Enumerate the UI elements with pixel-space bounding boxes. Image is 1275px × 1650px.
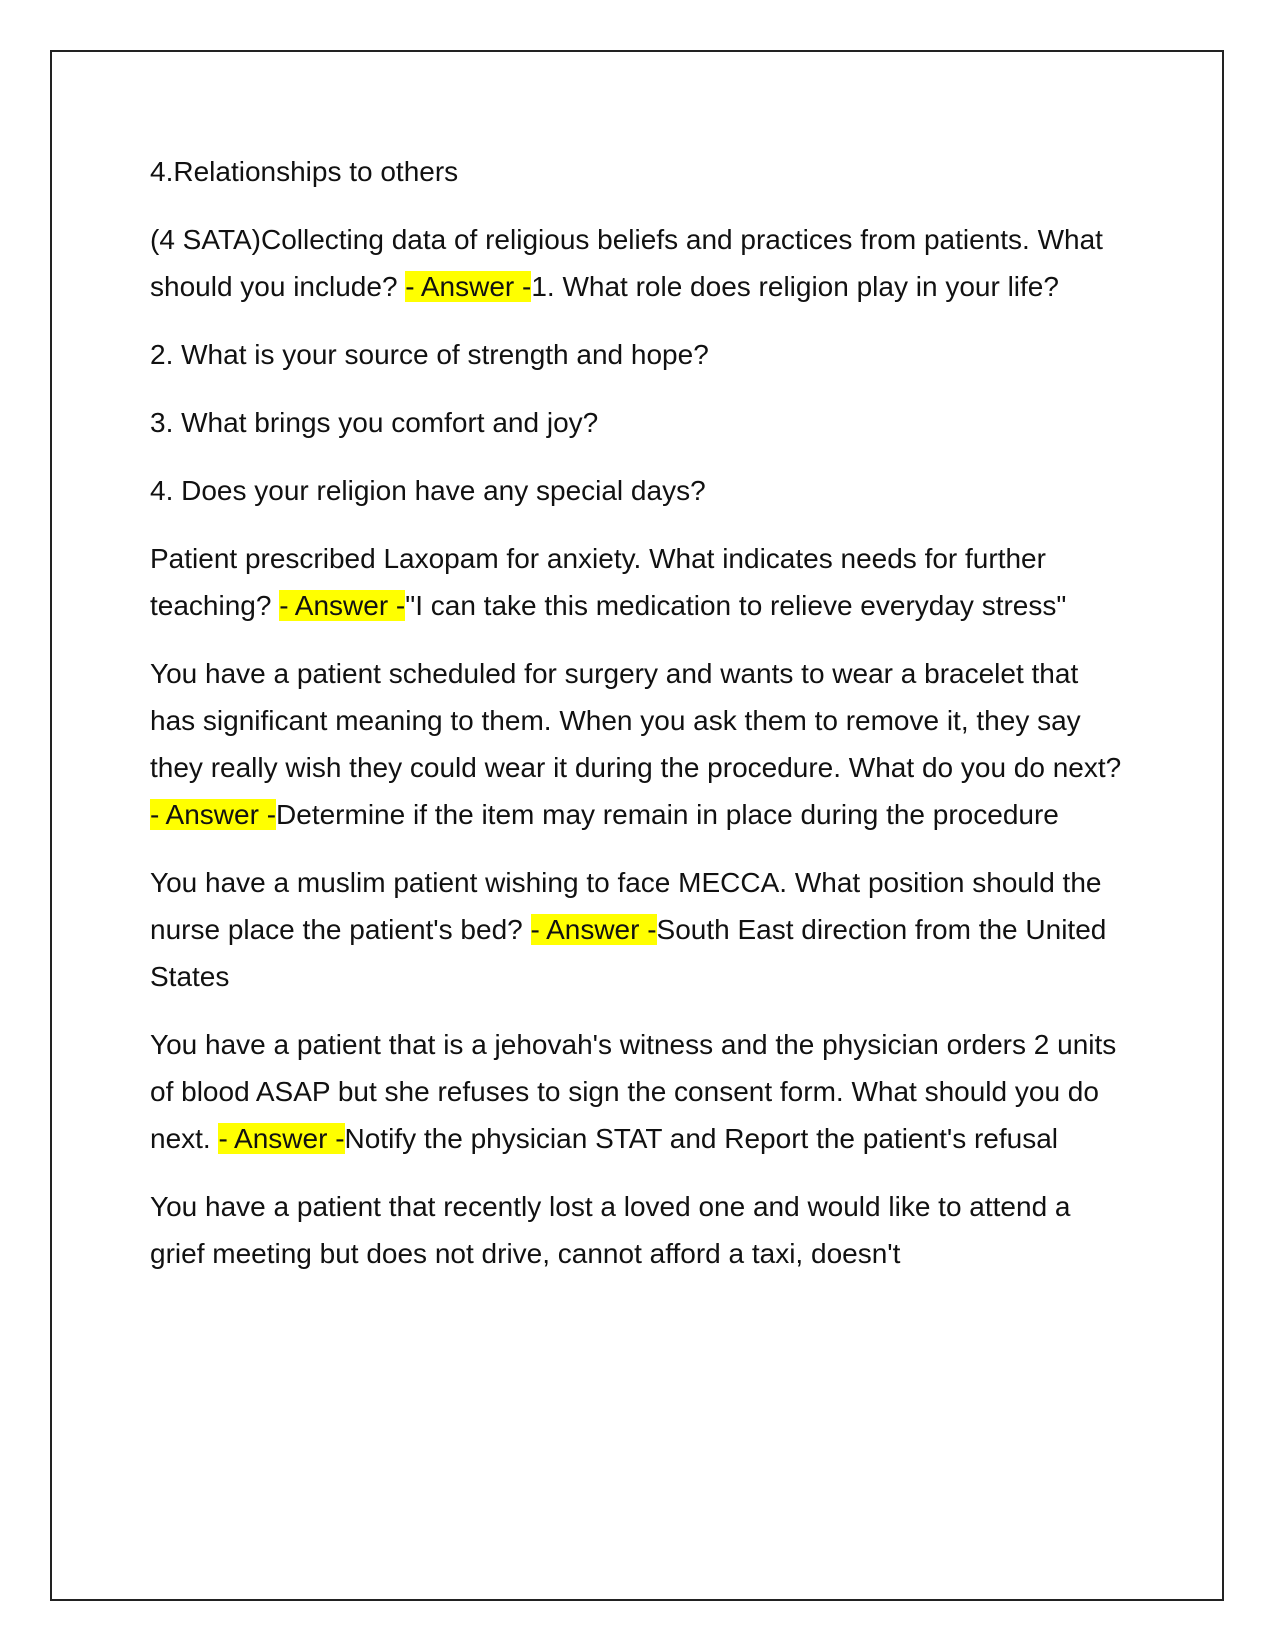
text: 4.Relationships to others: [150, 156, 459, 187]
answer-highlight: - Answer -: [218, 1123, 345, 1154]
answer-text: Notify the physician STAT and Report the patient's refusal: [344, 1123, 1059, 1154]
question-paragraph: [150, 216, 1130, 310]
answer-highlight: - Answer -: [279, 590, 406, 621]
question-text: You have a patient scheduled for surgery and wants to wear a bracelet that has significant meaning to them. When you ask them to remove it, they say they really wish they could wear it during the procedure. What do you do next?: [150, 658, 1122, 783]
section-heading: [150, 148, 1130, 195]
question-text: (4 SATA)Collecting data of religious beliefs and practices from patients. What should you include?: [150, 224, 1103, 302]
question-text: You have a muslim patient wishing to face MECCA. What position should the nurse place the patient's bed?: [150, 867, 1102, 945]
question-paragraph: [150, 1183, 1130, 1277]
text: 4. Does your religion have any special days?: [150, 475, 706, 506]
question-text: You have a patient that recently lost a loved one and would like to attend a grief meeting but does not drive, cannot afford a taxi, doesn't: [150, 1191, 1071, 1269]
answer-highlight: - Answer -: [530, 914, 657, 945]
question-text: Patient prescribed Laxopam for anxiety. What indicates needs for further teaching?: [150, 543, 1046, 621]
document-body: [150, 148, 1130, 1298]
question-paragraph: [150, 535, 1130, 629]
list-item: [150, 331, 1130, 378]
answer-text: Determine if the item may remain in place during the procedure: [276, 799, 1059, 830]
answer-highlight: - Answer -: [405, 271, 532, 302]
list-item: [150, 399, 1130, 446]
text: 3. What brings you comfort and joy?: [150, 407, 599, 438]
text: 2. What is your source of strength and hope?: [150, 339, 709, 370]
answer-text: 1. What role does religion play in your life?: [531, 271, 1059, 302]
question-paragraph: [150, 859, 1130, 1000]
answer-text: "I can take this medication to relieve everyday stress": [405, 590, 1067, 621]
question-paragraph: [150, 650, 1130, 838]
answer-text: South East direction from the United States: [150, 914, 1107, 992]
list-item: [150, 467, 1130, 514]
question-text: You have a patient that is a jehovah's witness and the physician orders 2 units of blood ASAP but she refuses to sign the consent form. What should you do next.: [150, 1029, 1117, 1154]
answer-highlight: - Answer -: [150, 799, 277, 830]
question-paragraph: [150, 1021, 1130, 1162]
